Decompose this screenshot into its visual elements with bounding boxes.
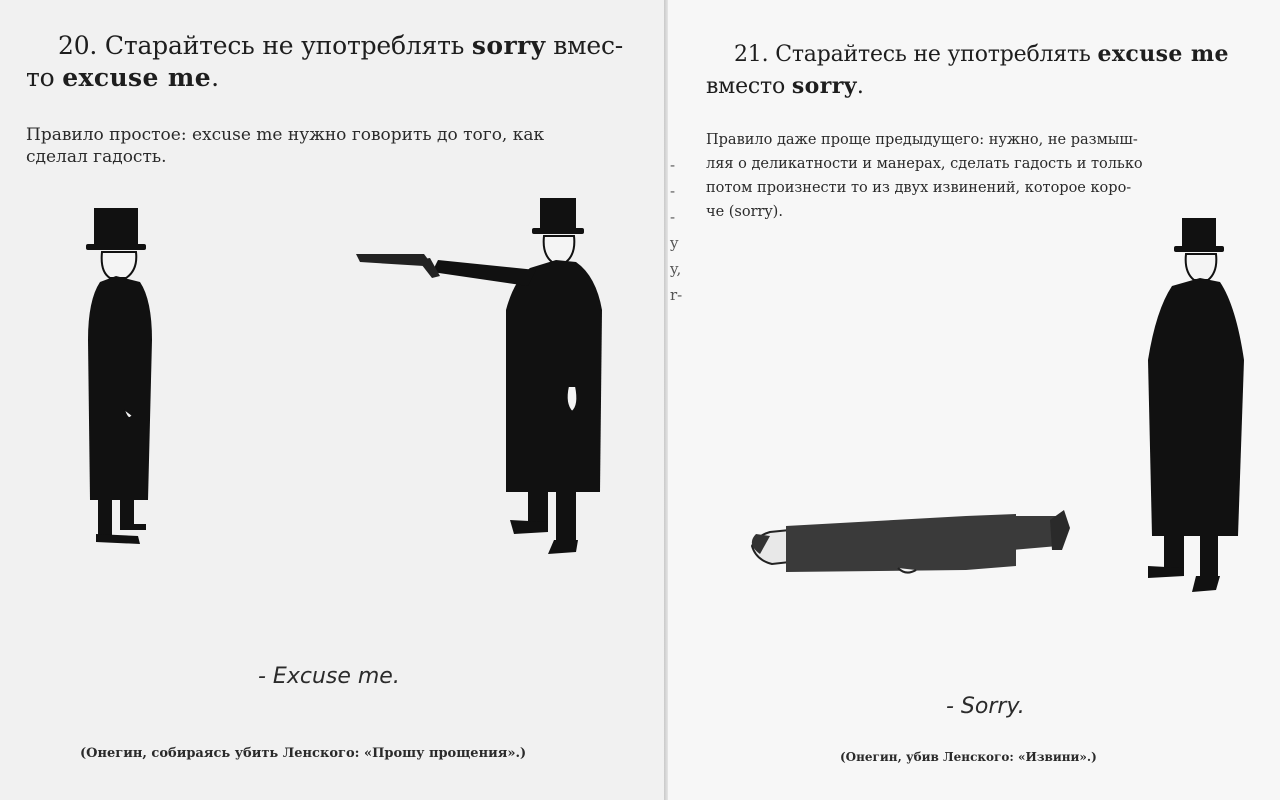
right-heading-line-2 <box>706 70 864 103</box>
left-heading-word-excuse-me: excuse me <box>62 63 212 92</box>
right-handwritten-sorry: - Sorry. <box>946 694 1025 719</box>
left-heading-line-2 <box>26 62 219 94</box>
right-heading-word-sorry: sorry <box>791 73 857 99</box>
right-heading-end: . <box>856 74 864 99</box>
margin-mark: y, <box>670 260 682 278</box>
margin-mark: - <box>670 182 676 200</box>
left-heading-text-to: то <box>26 63 55 92</box>
lensky-standing-figure <box>86 208 152 544</box>
right-heading <box>734 38 1274 71</box>
onegin-standing-figure <box>1148 218 1244 592</box>
lensky-lying-figure <box>752 510 1070 573</box>
right-body-line: ляя о деликатности и манерах, сделать гадость и только <box>706 156 1143 172</box>
left-heading-word-sorry: sorry <box>471 31 546 60</box>
left-body-line: сделал гадость. <box>26 147 167 167</box>
left-caption: (Онегин, собираясь убить Ленского: «Прошу прощения».) <box>80 746 527 761</box>
right-caption: (Онегин, убив Ленского: «Извини».) <box>840 750 1097 764</box>
margin-mark: r- <box>670 286 683 304</box>
right-body-line: Правило даже проще предыдущего: нужно, не размыш- <box>706 132 1138 148</box>
margin-mark: - <box>670 156 676 174</box>
left-handwritten-excuse-me: - Excuse me. <box>258 664 400 689</box>
left-heading-text-middle: вмес- <box>553 31 624 60</box>
left-heading-text: Старайтесь не употреблять <box>104 31 465 60</box>
left-heading <box>58 30 648 62</box>
right-page <box>668 0 1280 800</box>
right-body-line: че (sorry). <box>706 204 783 220</box>
right-body-line: потом произнести то из двух извинений, которое коро- <box>706 180 1132 196</box>
duel-illustration <box>70 190 630 570</box>
right-heading-text: Старайтесь не употреблять <box>775 42 1091 67</box>
left-body <box>26 124 656 168</box>
right-heading-number: 21. <box>734 42 769 67</box>
margin-mark: y <box>670 234 679 252</box>
aftermath-illustration <box>716 210 1256 610</box>
right-heading-text-vmesto: вместо <box>706 74 786 99</box>
left-body-line: Правило простое: excuse me нужно говорить до того, как <box>26 125 545 145</box>
margin-mark: - <box>670 208 676 226</box>
left-heading-end: . <box>211 63 219 92</box>
right-heading-word-excuse-me: excuse me <box>1097 41 1229 67</box>
left-heading-number: 20. <box>58 31 98 60</box>
onegin-aiming-figure <box>356 198 602 554</box>
margin-marks <box>670 152 683 308</box>
